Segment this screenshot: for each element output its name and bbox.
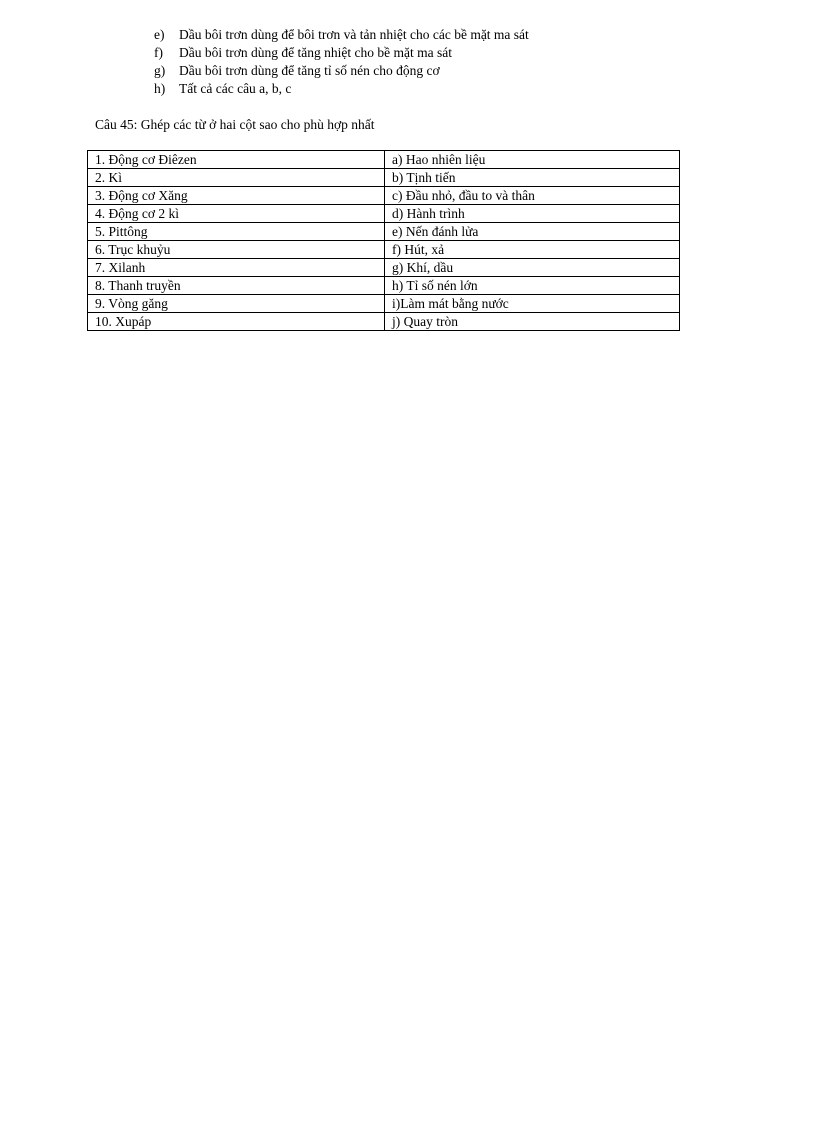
question-heading: Câu 45: Ghép các từ ở hai cột sao cho phù hợp nhất	[95, 117, 375, 132]
option-text: Dầu bôi trơn dùng để bôi trơn và tản nhiệt cho các bề mặt ma sát	[179, 27, 529, 42]
table-row	[88, 277, 680, 295]
right-column-cell: h) Tỉ số nén lớn	[385, 277, 680, 295]
left-column-cell: 7. Xilanh	[88, 259, 385, 277]
left-column-cell: 6. Trục khuỷu	[88, 241, 385, 259]
right-column-cell: e) Nến đánh lửa	[385, 223, 680, 241]
answer-option	[154, 44, 529, 62]
table-row	[88, 205, 680, 223]
table-row	[88, 169, 680, 187]
option-letter: e)	[154, 27, 165, 42]
right-column-cell: b) Tịnh tiến	[385, 169, 680, 187]
option-letter: h)	[154, 81, 166, 96]
right-column-cell: d) Hành trình	[385, 205, 680, 223]
right-column-cell: c) Đầu nhỏ, đầu to và thân	[385, 187, 680, 205]
table-row	[88, 313, 680, 331]
table-row	[88, 241, 680, 259]
table-row	[88, 295, 680, 313]
option-letter: f)	[154, 45, 163, 60]
matching-table	[87, 150, 680, 331]
right-column-cell: j) Quay tròn	[385, 313, 680, 331]
table-row	[88, 151, 680, 169]
right-column-cell: g) Khí, dầu	[385, 259, 680, 277]
left-column-cell: 3. Động cơ Xăng	[88, 187, 385, 205]
table-row	[88, 259, 680, 277]
right-column-cell: a) Hao nhiên liệu	[385, 151, 680, 169]
left-column-cell: 5. Pittông	[88, 223, 385, 241]
answer-option	[154, 26, 529, 44]
option-text: Dầu bôi trơn dùng để tăng nhiệt cho bề mặt ma sát	[179, 45, 452, 60]
table-row	[88, 187, 680, 205]
right-column-cell: f) Hút, xả	[385, 241, 680, 259]
left-column-cell: 8. Thanh truyền	[88, 277, 385, 295]
option-text: Tất cả các câu a, b, c	[179, 81, 292, 96]
answer-option	[154, 80, 529, 98]
answer-options-list	[154, 26, 529, 98]
right-column-cell: i)Làm mát bằng nước	[385, 295, 680, 313]
table-row	[88, 223, 680, 241]
left-column-cell: 1. Động cơ Điêzen	[88, 151, 385, 169]
option-text: Dầu bôi trơn dùng để tăng tỉ số nén cho động cơ	[179, 63, 440, 78]
answer-option	[154, 62, 529, 80]
left-column-cell: 2. Kì	[88, 169, 385, 187]
option-letter: g)	[154, 63, 166, 78]
left-column-cell: 4. Động cơ 2 kì	[88, 205, 385, 223]
left-column-cell: 9. Vòng găng	[88, 295, 385, 313]
left-column-cell: 10. Xupáp	[88, 313, 385, 331]
